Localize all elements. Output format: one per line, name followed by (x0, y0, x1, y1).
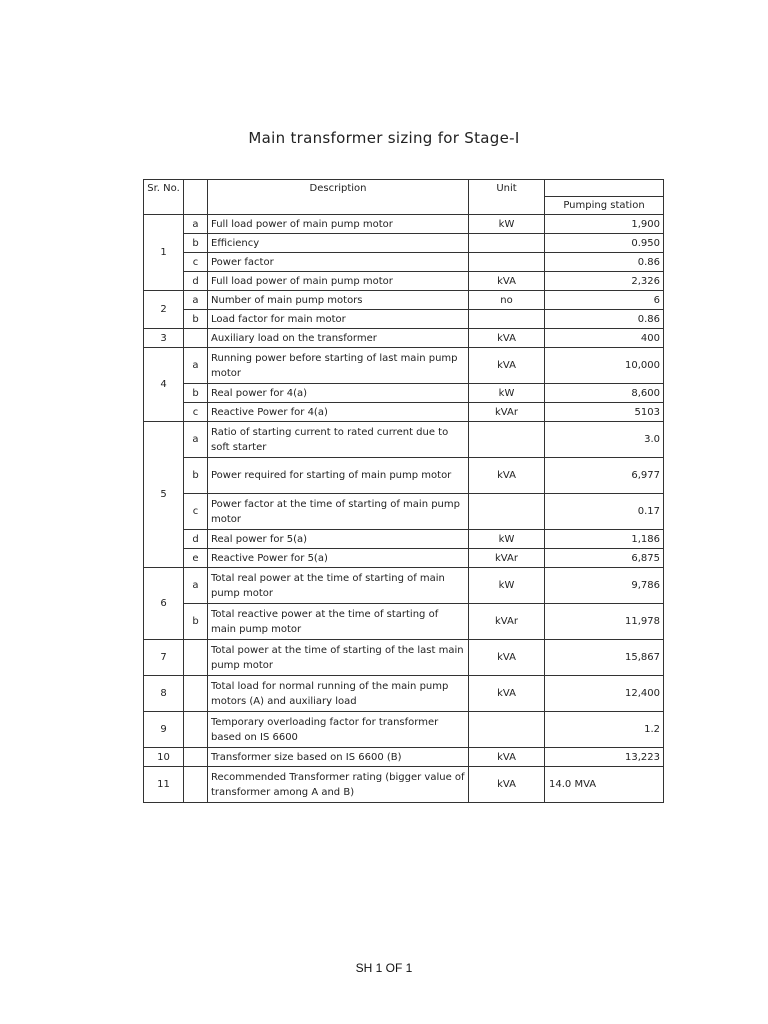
cell-value: 8,600 (545, 384, 664, 403)
cell-sr-no: 6 (144, 568, 184, 640)
table-row (144, 767, 664, 803)
cell-sub-item: c (184, 253, 208, 272)
cell-value: 5103 (545, 403, 664, 422)
cell-unit (469, 253, 545, 272)
cell-description: Efficiency (208, 234, 469, 253)
table-row (144, 348, 664, 384)
cell-sub-item: d (184, 272, 208, 291)
cell-unit (469, 712, 545, 748)
cell-description: Total reactive power at the time of starting of main pump motor (208, 604, 469, 640)
cell-value: 0.17 (545, 494, 664, 530)
cell-sr-no: 5 (144, 422, 184, 568)
cell-value: 10,000 (545, 348, 664, 384)
cell-description: Power factor at the time of starting of main pump motor (208, 494, 469, 530)
cell-sr-no: 9 (144, 712, 184, 748)
table-row (144, 530, 664, 549)
cell-unit (469, 234, 545, 253)
table-row (144, 549, 664, 568)
cell-sub-item: a (184, 291, 208, 310)
cell-unit: kVAr (469, 549, 545, 568)
cell-sub-item: b (184, 310, 208, 329)
cell-sub-item (184, 712, 208, 748)
cell-description: Ratio of starting current to rated current due to soft starter (208, 422, 469, 458)
table-row (144, 422, 664, 458)
cell-description: Total load for normal running of the main pump motors (A) and auxiliary load (208, 676, 469, 712)
cell-value: 14.0 MVA (545, 767, 664, 803)
table-row (144, 234, 664, 253)
cell-unit: no (469, 291, 545, 310)
cell-unit (469, 422, 545, 458)
table-row (144, 215, 664, 234)
table-row (144, 253, 664, 272)
cell-unit: kW (469, 384, 545, 403)
table-header-row (144, 180, 664, 197)
cell-unit: kVAr (469, 604, 545, 640)
cell-value: 1.2 (545, 712, 664, 748)
transformer-sizing-table (143, 179, 664, 803)
cell-value: 6 (545, 291, 664, 310)
cell-sub-item: a (184, 422, 208, 458)
header-sr-no: Sr. No. (144, 180, 184, 215)
cell-unit (469, 494, 545, 530)
page-title: Main transformer sizing for Stage-I (248, 129, 520, 147)
cell-value: 11,978 (545, 604, 664, 640)
cell-sub-item: c (184, 494, 208, 530)
cell-unit (469, 310, 545, 329)
cell-value: 400 (545, 329, 664, 348)
cell-description: Recommended Transformer rating (bigger value of transformer among A and B) (208, 767, 469, 803)
table-row (144, 403, 664, 422)
table-row (144, 329, 664, 348)
cell-sub-item: c (184, 403, 208, 422)
cell-value: 12,400 (545, 676, 664, 712)
cell-description: Power factor (208, 253, 469, 272)
cell-sub-item: b (184, 458, 208, 494)
cell-value: 13,223 (545, 748, 664, 767)
cell-sr-no: 10 (144, 748, 184, 767)
cell-sub-item: d (184, 530, 208, 549)
cell-value: 6,875 (545, 549, 664, 568)
header-sub-blank (184, 180, 208, 215)
cell-description: Reactive Power for 4(a) (208, 403, 469, 422)
table-row (144, 676, 664, 712)
cell-description: Total real power at the time of starting of main pump motor (208, 568, 469, 604)
table-row (144, 712, 664, 748)
cell-value: 6,977 (545, 458, 664, 494)
cell-value: 9,786 (545, 568, 664, 604)
header-value-group (545, 180, 664, 197)
table-row (144, 272, 664, 291)
cell-value: 2,326 (545, 272, 664, 291)
table-row (144, 494, 664, 530)
cell-unit: kVA (469, 640, 545, 676)
cell-value: 0.86 (545, 253, 664, 272)
cell-value: 3.0 (545, 422, 664, 458)
cell-unit: kW (469, 530, 545, 549)
cell-unit: kVA (469, 676, 545, 712)
cell-description: Reactive Power for 5(a) (208, 549, 469, 568)
table-row (144, 458, 664, 494)
cell-sr-no: 2 (144, 291, 184, 329)
cell-description: Auxiliary load on the transformer (208, 329, 469, 348)
table-row (144, 310, 664, 329)
header-pumping-station: Pumping station (545, 197, 664, 215)
cell-description: Power required for starting of main pump motor (208, 458, 469, 494)
cell-value: 1,900 (545, 215, 664, 234)
cell-sub-item (184, 640, 208, 676)
header-description: Description (208, 180, 469, 215)
sheet-number: SH 1 OF 1 (355, 961, 413, 975)
cell-value: 0.86 (545, 310, 664, 329)
cell-unit: kVA (469, 348, 545, 384)
cell-description: Running power before starting of last main pump motor (208, 348, 469, 384)
table-row (144, 604, 664, 640)
cell-value: 0.950 (545, 234, 664, 253)
cell-sub-item: e (184, 549, 208, 568)
table-row (144, 748, 664, 767)
cell-unit: kVA (469, 748, 545, 767)
table-row (144, 640, 664, 676)
cell-sub-item: b (184, 604, 208, 640)
cell-description: Real power for 5(a) (208, 530, 469, 549)
cell-sub-item: a (184, 568, 208, 604)
cell-unit: kW (469, 568, 545, 604)
cell-sr-no: 11 (144, 767, 184, 803)
cell-unit: kVA (469, 767, 545, 803)
cell-sr-no: 1 (144, 215, 184, 291)
cell-sub-item (184, 767, 208, 803)
cell-description: Total power at the time of starting of the last main pump motor (208, 640, 469, 676)
cell-description: Real power for 4(a) (208, 384, 469, 403)
cell-description: Load factor for main motor (208, 310, 469, 329)
cell-sr-no: 4 (144, 348, 184, 422)
table-row (144, 568, 664, 604)
cell-sr-no: 8 (144, 676, 184, 712)
cell-description: Number of main pump motors (208, 291, 469, 310)
cell-sub-item (184, 329, 208, 348)
cell-description: Transformer size based on IS 6600 (B) (208, 748, 469, 767)
cell-unit: kVA (469, 329, 545, 348)
cell-sub-item: b (184, 384, 208, 403)
cell-description: Temporary overloading factor for transformer based on IS 6600 (208, 712, 469, 748)
cell-value: 15,867 (545, 640, 664, 676)
cell-unit: kVA (469, 458, 545, 494)
cell-sr-no: 7 (144, 640, 184, 676)
cell-unit: kW (469, 215, 545, 234)
cell-sub-item: a (184, 215, 208, 234)
cell-sub-item (184, 676, 208, 712)
table-body (144, 215, 664, 803)
cell-description: Full load power of main pump motor (208, 272, 469, 291)
cell-sub-item (184, 748, 208, 767)
cell-value: 1,186 (545, 530, 664, 549)
cell-description: Full load power of main pump motor (208, 215, 469, 234)
cell-sr-no: 3 (144, 329, 184, 348)
table-row (144, 384, 664, 403)
table-row (144, 291, 664, 310)
cell-sub-item: a (184, 348, 208, 384)
cell-sub-item: b (184, 234, 208, 253)
cell-unit: kVAr (469, 403, 545, 422)
cell-unit: kVA (469, 272, 545, 291)
header-unit: Unit (469, 180, 545, 215)
